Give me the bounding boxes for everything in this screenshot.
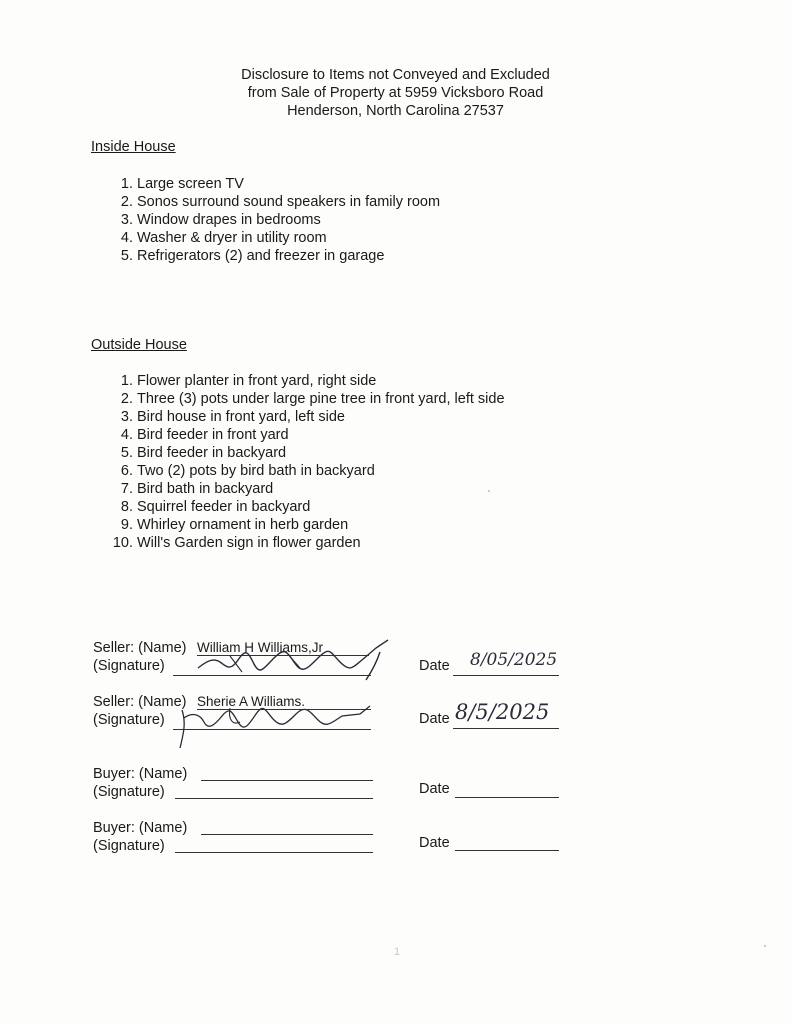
buyer2-name-label: Buyer: (Name) — [93, 820, 188, 836]
outside-house-item — [120, 462, 505, 480]
outside-house-item — [112, 534, 505, 552]
outside-house-item — [120, 390, 505, 408]
outside-house-item — [120, 444, 505, 462]
list-item-number: 5. — [120, 445, 133, 461]
inside-house-list — [120, 175, 441, 265]
seller1-name-label: Seller: (Name) — [93, 640, 187, 656]
seller1-date-handwritten: 8/05/2025 — [470, 650, 558, 670]
buyer1-signature-label: (Signature) — [93, 784, 165, 800]
list-item-number: 1. — [120, 176, 133, 192]
list-item-number: 1. — [120, 373, 133, 389]
list-item-text: Large screen TV — [137, 176, 244, 192]
title-line-3: Henderson, North Carolina 27537 — [287, 103, 504, 119]
list-item-number: 4. — [120, 230, 133, 246]
list-item-text: Three (3) pots under large pine tree in front yard, left side — [137, 391, 505, 407]
title-line-1: Disclosure to Items not Conveyed and Excluded — [241, 67, 550, 83]
list-item-text: Refrigerators (2) and freezer in garage — [137, 248, 385, 264]
buyer2-name-line[interactable] — [201, 819, 373, 835]
list-item-text: Two (2) pots by bird bath in backyard — [137, 463, 375, 479]
list-item-text: Bird house in front yard, left side — [137, 409, 345, 425]
buyer2-date-label: Date — [419, 835, 450, 851]
buyer1-name-line[interactable] — [201, 765, 373, 781]
buyer1-date-line[interactable] — [455, 782, 559, 798]
list-item-text: Bird feeder in backyard — [137, 445, 287, 461]
list-item-number: 9. — [120, 517, 133, 533]
list-item-number: 3. — [120, 409, 133, 425]
seller2-date-handwritten: 8/5/2025 — [455, 700, 550, 724]
seller1-name-field[interactable]: William H Williams,Jr — [197, 640, 369, 656]
seller1-signature-image — [190, 638, 400, 684]
list-item-text: Flower planter in front yard, right side — [137, 373, 377, 389]
list-item-number: 3. — [120, 212, 133, 228]
document-title — [0, 66, 791, 120]
list-item-text: Bird bath in backyard — [137, 481, 274, 497]
seller2-name-field[interactable]: Sherie A Williams. — [197, 694, 371, 710]
outside-house-item — [120, 408, 505, 426]
seller2-name-label: Seller: (Name) — [93, 694, 187, 710]
buyer2-signature-label: (Signature) — [93, 838, 165, 854]
list-item-number: 8. — [120, 499, 133, 515]
inside-house-item — [120, 175, 440, 193]
list-item-text: Window drapes in bedrooms — [137, 212, 321, 228]
inside-house-item — [120, 229, 440, 247]
inside-house-heading: Inside House — [91, 139, 176, 155]
list-item-number: 2. — [120, 391, 133, 407]
title-line-2: from Sale of Property at 5959 Vicksboro Road — [247, 85, 544, 101]
buyer2-date-line[interactable] — [455, 835, 559, 851]
inside-house-item — [120, 193, 441, 211]
page-number: 1 — [394, 946, 401, 958]
list-item-text: Whirley ornament in herb garden — [137, 517, 349, 533]
list-item-number: 6. — [120, 463, 133, 479]
list-item-number: 4. — [120, 427, 133, 443]
scan-speck — [764, 945, 766, 947]
list-item-text: Sonos surround sound speakers in family room — [137, 194, 441, 210]
list-item-number: 2. — [120, 194, 133, 210]
seller1-signature-label: (Signature) — [93, 658, 165, 674]
outside-house-item — [120, 498, 505, 516]
buyer1-signature-line[interactable] — [175, 783, 373, 799]
outside-house-item — [120, 480, 505, 498]
list-item-text: Washer & dryer in utility room — [137, 230, 327, 246]
outside-house-item — [120, 426, 505, 444]
seller1-date-label: Date — [419, 658, 450, 674]
inside-house-item — [120, 211, 440, 229]
inside-house-item — [120, 247, 440, 265]
outside-house-heading: Outside House — [91, 337, 187, 353]
seller2-date-label: Date — [419, 711, 450, 727]
list-item-text: Squirrel feeder in backyard — [137, 499, 311, 515]
list-item-number: 7. — [120, 481, 133, 497]
buyer1-name-label: Buyer: (Name) — [93, 766, 188, 782]
buyer2-signature-line[interactable] — [175, 837, 373, 853]
outside-house-item — [120, 372, 505, 390]
outside-house-list — [112, 372, 505, 552]
seller2-signature-image — [170, 692, 380, 752]
list-item-text: Will's Garden sign in flower garden — [137, 535, 361, 551]
outside-house-item — [120, 516, 505, 534]
buyer1-date-label: Date — [419, 781, 450, 797]
list-item-text: Bird feeder in front yard — [137, 427, 289, 443]
seller2-signature-label: (Signature) — [93, 712, 165, 728]
list-item-number: 10. — [112, 535, 133, 551]
scan-speck — [488, 490, 490, 492]
list-item-number: 5. — [120, 248, 133, 264]
